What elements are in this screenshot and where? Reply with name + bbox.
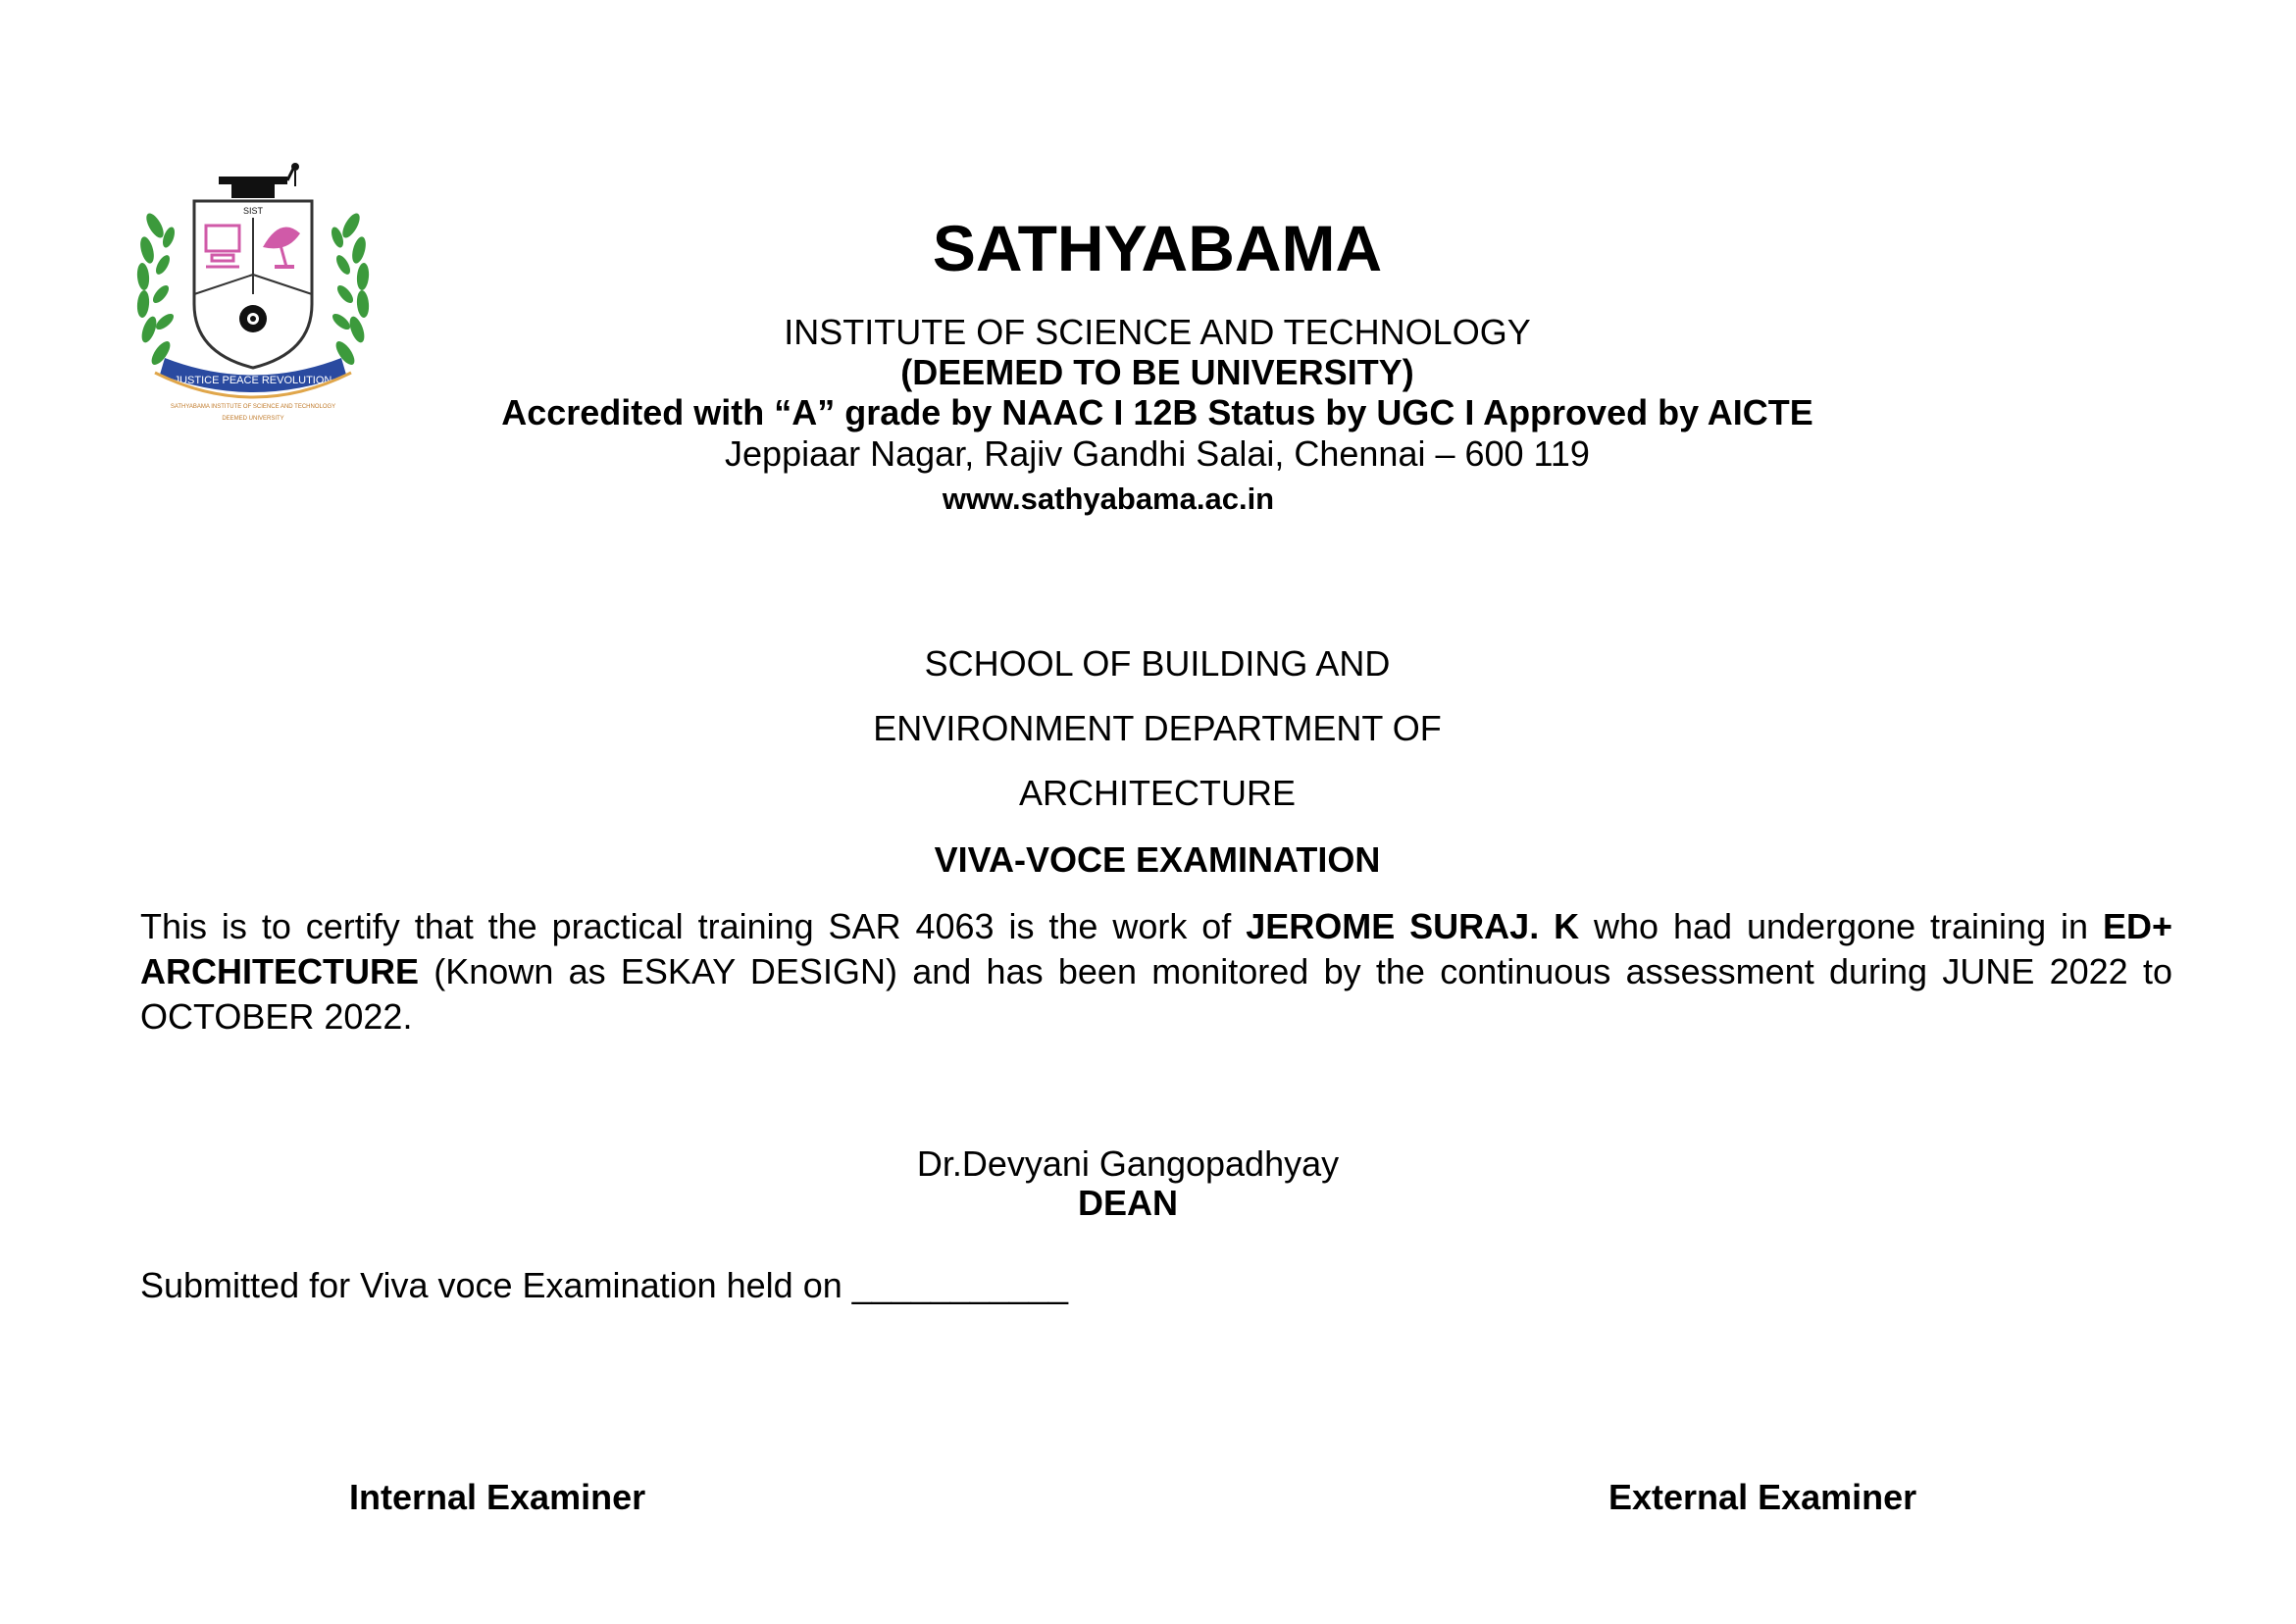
firm-name: ED+ ARCHITECTURE [140,906,2172,991]
graduation-cap-icon [219,163,299,198]
school-line-2: ENVIRONMENT DEPARTMENT OF [873,708,1442,748]
logo-bottom-text: DEEMED UNIVERSITY [222,416,284,422]
institute-line: INSTITUTE OF SCIENCE AND TECHNOLOGY [784,312,1531,352]
certificate-paragraph [140,904,2172,1040]
external-examiner-label: External Examiner [1608,1477,1917,1517]
website-link[interactable]: www.sathyabama.ac.in [942,482,1275,516]
logo-top-text: SIST [242,206,264,216]
deemed-university-line: (DEEMED TO BE UNIVERSITY) [900,352,1414,392]
submission-line: Submitted for Viva voce Examination held on ___________ [140,1265,1068,1305]
address-line: Jeppiaar Nagar, Rajiv Gandhi Salai, Chennai – 600 119 [725,433,1590,474]
internal-examiner-label: Internal Examiner [349,1477,646,1517]
student-name: JEROME SURAJ. K [1246,906,1580,946]
school-line-3: ARCHITECTURE [1018,773,1296,813]
university-logo [126,157,381,431]
gear-icon [239,305,267,332]
logo-banner-text: JUSTICE PEACE REVOLUTION [174,375,332,386]
dean-name: Dr.Devyani Gangopadhyay [916,1143,1340,1184]
certificate-text-1: This is to certify that the practical training SAR 4063 is the work of [140,906,1247,946]
certificate-text-3: (Known as ESKAY DESIGN) and has been monitored by the continuous assessment during JUNE 2022 to OCTOBER 2022. [140,951,2172,1037]
laurel-right-icon [330,211,371,368]
dean-title: DEAN [1077,1183,1178,1223]
logo-ring-text: SATHYABAMA INSTITUTE OF SCIENCE AND TECHNOLOGY [170,404,336,410]
certificate-text-2: who had undergone training in [1579,906,2103,946]
exam-title: VIVA-VOCE EXAMINATION [934,839,1381,880]
accreditation-line: Accredited with “A” grade by NAAC I 12B Status by UGC I Approved by AICTE [501,392,1813,432]
laurel-left-icon [136,211,178,368]
university-name: SATHYABAMA [932,212,1383,284]
school-line-1: SCHOOL OF BUILDING AND [924,643,1391,684]
